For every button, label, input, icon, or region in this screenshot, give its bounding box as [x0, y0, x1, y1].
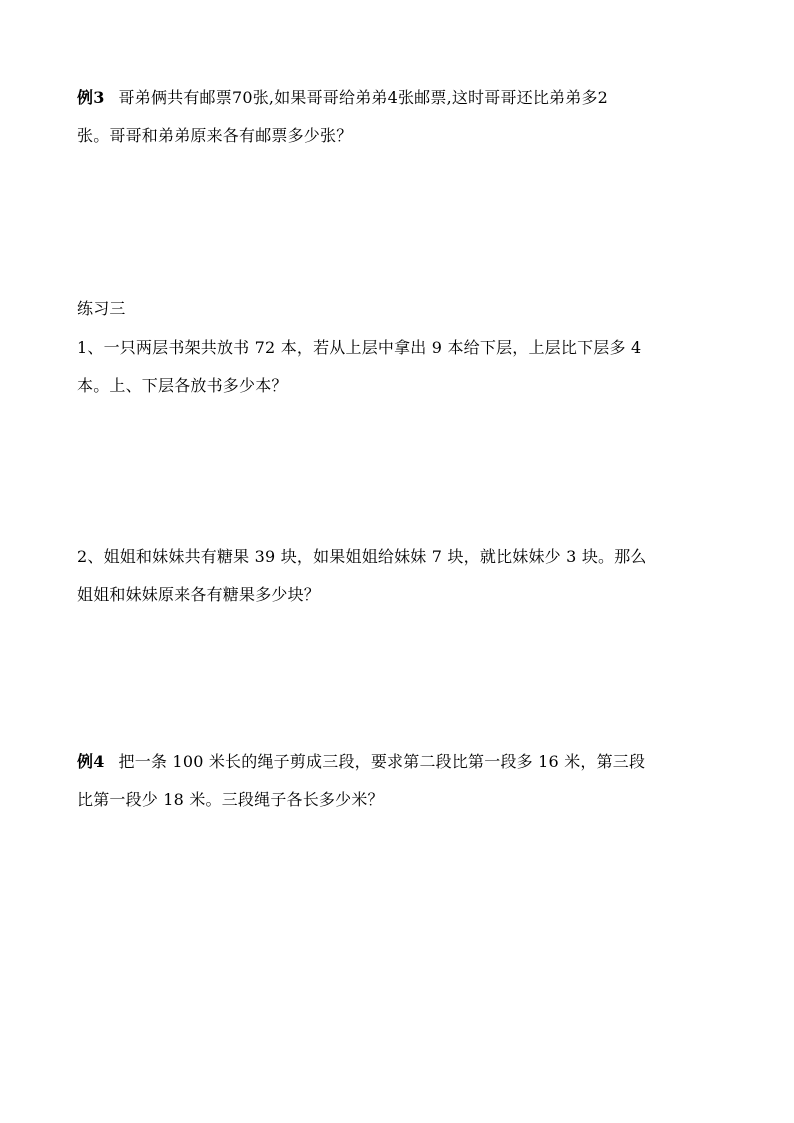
- example-3-label: 例3: [77, 88, 105, 107]
- example-4-label: 例4: [77, 752, 105, 771]
- example-3: [77, 79, 727, 155]
- question-2-line-1: 2、姐姐和妹妹共有糖果 39 块，如果姐姐给妹妹 7 块，就比妹妹少 3 块。那么: [77, 547, 647, 566]
- practice-3-section: [77, 290, 727, 328]
- question-1-line-2: 本。上、下层各放书多少本？: [77, 376, 288, 395]
- practice-3-question-1: [77, 329, 727, 405]
- example-4-text-1: 把一条 100 米长的绳子剪成三段，要求第二段比第一段多 16 米，第三段: [118, 752, 646, 771]
- example-3-text-2: 张。哥哥和弟弟原来各有邮票多少张？: [77, 126, 353, 145]
- example-4-line-1: [77, 743, 727, 781]
- question-1-line-1: 1、一只两层书架共放书 72 本，若从上层中拿出 9 本给下层，上层比下层多 4: [77, 338, 642, 357]
- practice-3-heading: 练习三: [77, 299, 126, 318]
- question-2-line-2: 姐姐和妹妹原来各有糖果多少块？: [77, 585, 321, 604]
- example-4: [77, 743, 727, 819]
- example-4-text-2: 比第一段少 18 米。三段绳子各长多少米？: [77, 790, 384, 809]
- example-3-line-1: [77, 79, 727, 117]
- practice-3-question-2: [77, 538, 727, 614]
- example-3-text-1: 哥弟俩共有邮票70张,如果哥哥给弟弟4张邮票,这时哥哥还比弟弟多2: [118, 88, 609, 107]
